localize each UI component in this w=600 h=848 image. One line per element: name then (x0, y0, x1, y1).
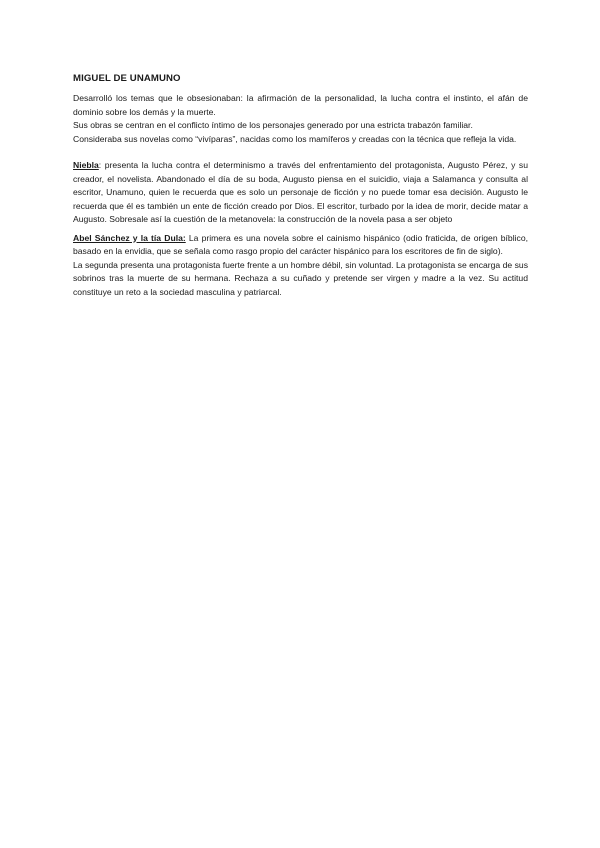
document-page (73, 73, 528, 299)
abel-title: Abel Sánchez y la tía Dula: (73, 232, 186, 243)
abel-paragraph (73, 232, 528, 259)
spacer (73, 146, 528, 159)
abel-text: La primera es una novela sobre el cainismo hispánico (odio fraticida, de origen bíblico, basado en la envidia, que se señala como rasgo propio del carácter hispánico para los escritores de fin de siglo). (73, 232, 528, 256)
tia-tula-paragraph: La segunda presenta una protagonista fuerte frente a un hombre débil, sin voluntad. La protagonista se encarga de sus sobrinos tras la muerte de su hermana. Rechaza a su cuñado y pretende ser virgen y madre a la vez. Su actitud constituye un reto a la sociedad masculina y patriarcal. (73, 259, 528, 297)
document-title: MIGUEL DE UNAMUNO (73, 73, 181, 84)
intro-paragraph-3: Consideraba sus novelas como “vivíparas”, nacidas como los mamíferos y creadas con la técnica que refleja la vida. (73, 133, 517, 144)
niebla-title: Niebla (73, 160, 99, 170)
niebla-text: : presenta la lucha contra el determinismo a través del enfrentamiento del protagonista, Augusto Pérez, y su creador, el novelista. Abandonado el día de su boda, Augusto piensa en el suicidio, viaja a Salamanca y consulta al escritor, Unamuno, quien le recuerda que es solo un personaje de ficción y no puede tomar esa decisión. Augusto le recuerda que él es también un ente de ficción creado por Dios. El escritor, turbado por la idea de morir, decide matar a Augusto. Sobresale así la cuestión de la metanovela: la construcción de la novela pasa a ser objeto (73, 160, 528, 224)
intro-paragraph-2: Sus obras se centran en el conflicto íntimo de los personajes generado por una estricta trabazón familiar. (73, 120, 473, 130)
intro-paragraph-1: Desarrolló los temas que le obsesionaban: la afirmación de la personalidad, la lucha contra el instinto, el afán de dominio sobre los demás y la muerte. (73, 93, 528, 117)
niebla-paragraph (73, 159, 528, 227)
